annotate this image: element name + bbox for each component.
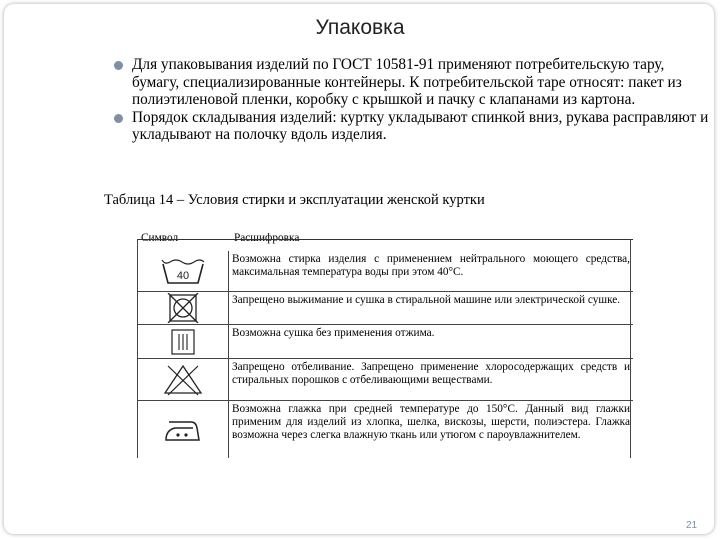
wash-temperature: 40 (176, 270, 190, 282)
page-number: 21 (686, 520, 698, 531)
bullet-list (112, 56, 712, 144)
row-description: Возможна сушка без применения отжима. (232, 327, 435, 339)
care-table (137, 233, 633, 458)
row-description: Возможна стирка изделия с применением нейтрального моющего средства, максимальная температура воды при этом 40°С. (232, 253, 630, 278)
wash-40-icon (160, 256, 206, 286)
header-symbol: Символ (141, 232, 179, 244)
symbol-cell (137, 325, 229, 358)
no-tumble-dry-icon (167, 293, 199, 323)
bullet-item: Порядок складывания изделий: куртку укладывают спинкой вниз, рукава расправляют и укладывают на полочку вдоль изделия. (112, 109, 712, 144)
row-description: Возможна глажка при средней температуре до 150°С. Данный вид глажки применим для изделий из хлопка, шелка, вискозы, шерсти, полиэстера. Глажка возможна через слегка влажную ткань или утюгом с пароувлажнителем. (232, 403, 630, 441)
drip-dry-icon (170, 328, 196, 356)
table-border-right (630, 239, 631, 458)
table-border-left (137, 239, 138, 458)
table-row (137, 325, 633, 359)
header-rule (137, 239, 633, 240)
table-row (137, 292, 633, 325)
no-bleach-icon (162, 363, 204, 397)
table-row (137, 251, 633, 292)
row-description: Запрещено отбеливание. Запрещено применение хлоросодержащих средств и стиральных порошков с отбеливающими веществами. (232, 361, 630, 386)
symbol-cell (137, 292, 229, 324)
symbol-cell (137, 359, 229, 400)
bullet-item: Для упаковывания изделий по ГОСТ 10581-91 применяют потребительскую тару, бумагу, специализированные контейнеры. К потребительской таре относят: пакет из полиэтиленовой пленки, коробку с крышкой и пачку с клапанами из картона. (112, 56, 712, 109)
table-caption: Таблица 14 – Условия стирки и эксплуатации женской куртки (104, 192, 485, 208)
symbol-cell (137, 401, 229, 458)
row-description: Запрещено выжимание и сушка в стиральной машине или электрической сушке. (232, 294, 621, 306)
slide-title: Упаковка (315, 16, 405, 39)
header-description: Расшифровка (234, 232, 300, 244)
iron-medium-icon (163, 416, 203, 444)
table-row (137, 401, 633, 458)
symbol-cell (137, 251, 229, 291)
table-row (137, 359, 633, 401)
